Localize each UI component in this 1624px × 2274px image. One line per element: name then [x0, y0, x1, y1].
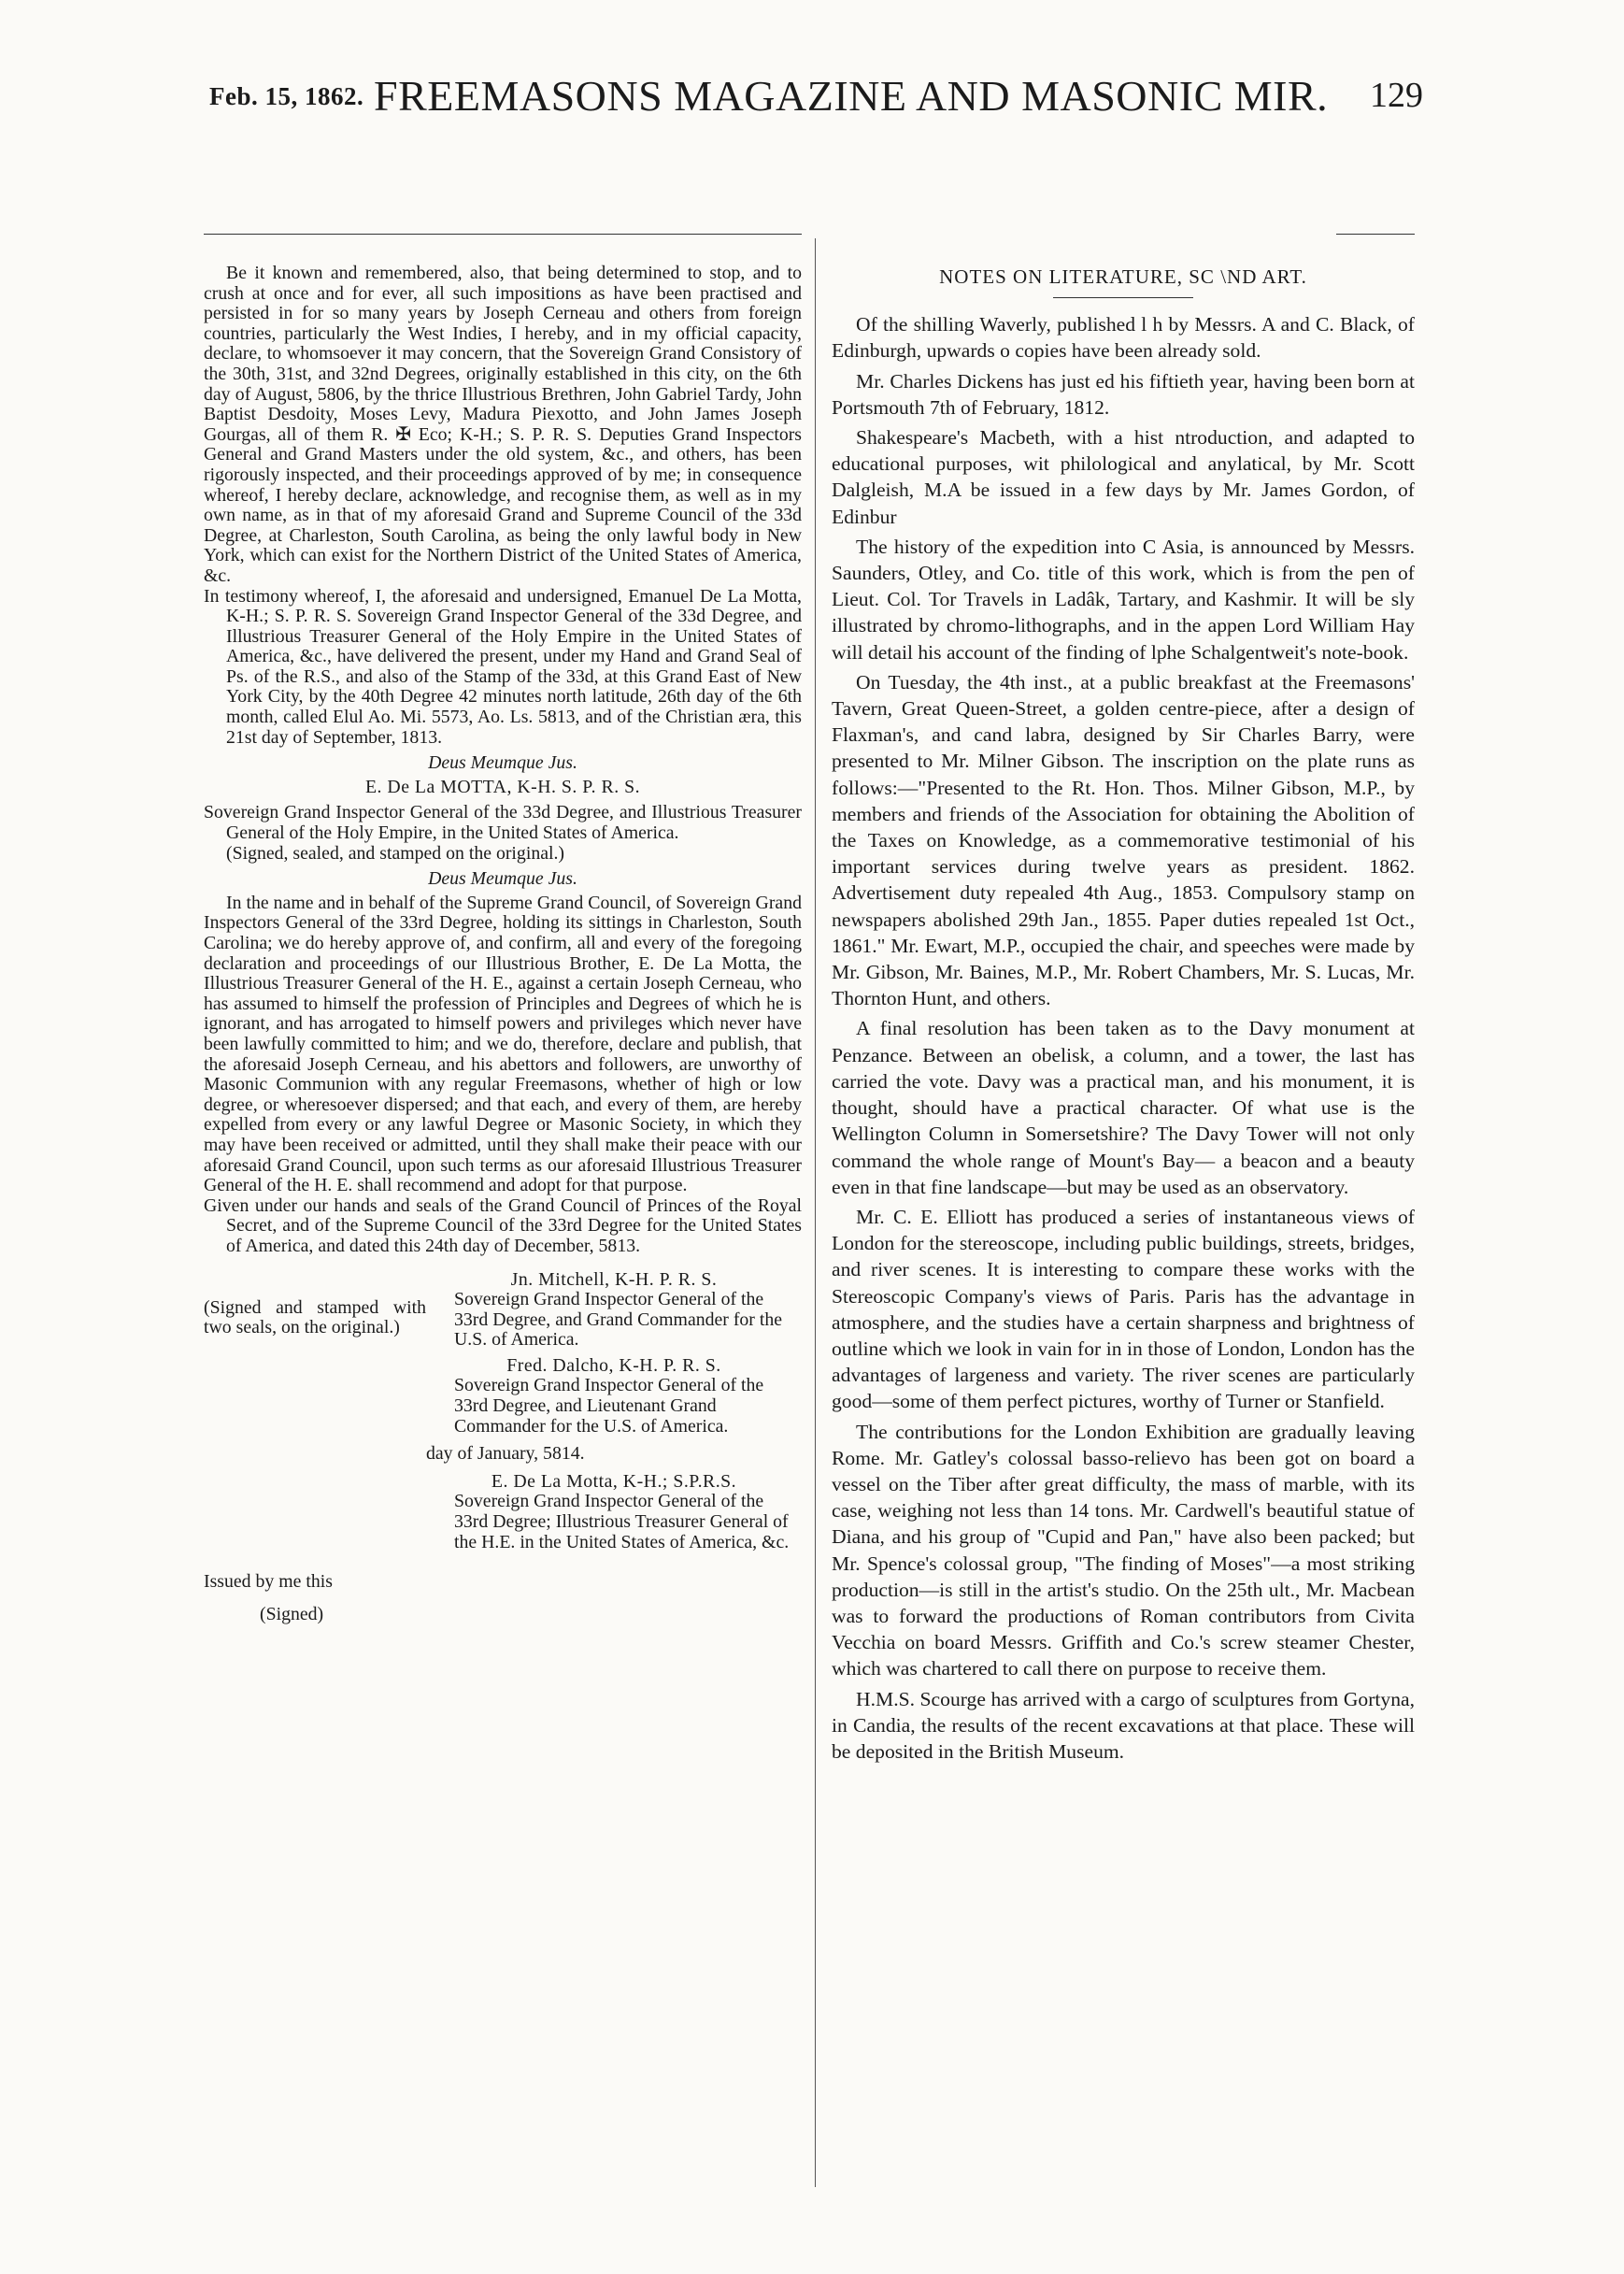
paragraph: A final resolution has been taken as to the Davy monument at Penzance. Between an obelisk, a column, and a tower, the last has carried the vote. Davy was a practical man, and his monument, it is thought, should have a practical character. Of what use is the Wellington Column in Somersetshire? The Davy Tower will not only command the whole range of Mount's Bay— a beacon and a beauty even in that fine landscape—but may be used as an observatory. — [832, 1017, 1415, 1198]
paragraph: The history of the expedition into C Asia, is announced by Messrs. Saunders, Otley, and Co. title of this work, which is from the pen of Lieut. Col. Tor Travels in Ladâk, Tartary, and Kashmir. It will be sly illustrated by chromo-lithographs, and in the appen Lord William Hay will detail his account of the finding of lphe Schalgentweit's note-book. — [832, 535, 1415, 664]
page-title: FREEMASONS MAGAZINE AND MASONIC MIR. — [374, 72, 1329, 120]
issued-note: Issued by me this — [204, 1570, 333, 1592]
signatures-right — [426, 1266, 802, 1625]
heading-rule — [1053, 297, 1193, 298]
paragraph: The contributions for the London Exhibition are gradually leaving Rome. Mr. Gatley's colossal basso-relievo has been got on board a vessel on the Tiber after great difficulty, the mass of marble, with its case, weighing not less than 14 tons. Mr. Cardwell's beautiful statue of Diana, and his group of "Cupid and Pan," have also been packed; but Mr. Spence's colossal group, "The finding of Moses"—a most striking production—is still in the artist's studio. On the 25th ult., Mr. Macbean was to forward the productions of Roman contributors from Civita Vecchia on board Messrs. Griffith and Co.'s screw steamer Chester, which was chartered to call there on purpose to receive them. — [832, 1420, 1415, 1680]
paragraph: H.M.S. Scourge has arrived with a cargo of sculptures from Gortyna, in Candia, the results of the recent excavations at that place. These will be deposited in the British Museum. — [832, 1687, 1415, 1763]
paragraph: Be it known and remembered, also, that being determined to stop, and to crush at once and for ever, all such impositions as have been practised and persisted in for so many years by Joseph Cerneau and others from foreign countries, particularly the West Indies, I hereby, and in my official capacity, declare, to whomsoever it may concern, that the Sovereign Grand Consistory of the 30th, 31st, and 32nd Degrees, originally established in this city, on the 6th day of August, 5806, by the thrice Illustrious Brethren, John Gabriel Tardy, John Baptist Desdoity, Moses Levy, Madura Piexotto, and John James Joseph Gourgas, all of them R. ✠ Eco; K-H.; S. P. R. S. Deputies Grand Inspectors General and Grand Masters under the old system, &c., and others, has been rigorously inspected, and their proceedings approved of by me; in consequence whereof, I hereby declare, acknowledge, and recognise them, as well as in my own name, as in that of my aforesaid Grand and Supreme Council of the 33d Degree, at Charleston, South Carolina, as being the only lawful body in New York, which can exist for the Northern District of the United States of America, &c. — [204, 263, 802, 586]
signature-title: Sovereign Grand Inspector General of the 33rd Degree, and Lieutenant Grand Commander for the U.S. of America. — [454, 1375, 764, 1437]
header-rule-right — [1336, 234, 1415, 235]
signed-note: (Signed and stamped with two seals, on the original.) — [204, 1296, 426, 1338]
paragraph: Of the shilling Waverly, published l h by Messrs. A and C. Black, of Edinburgh, upwards o copies have been already sold. — [832, 313, 1415, 363]
paragraph: Mr. Charles Dickens has just ed his fiftieth year, having been born at Portsmouth 7th of February, 1812. — [832, 369, 1415, 419]
signature-title: Sovereign Grand Inspector General of the 33rd Degree, and Grand Commander for the U.S. of America. — [454, 1289, 782, 1351]
right-column — [832, 264, 1415, 1768]
signature-name: Fred. Dalcho, K-H. P. R. S. — [506, 1354, 721, 1376]
left-column — [204, 264, 802, 1625]
signed-note: (Signed) — [260, 1604, 324, 1625]
signatures-block — [204, 1266, 802, 1625]
paragraph: Given under our hands and seals of the Grand Council of Princes of the Royal Secret, and of the Supreme Council of the 33rd Degree for the United States of America, and dated this 24th day of December, 5813. — [204, 1194, 802, 1256]
motto: Deus Meumque Jus. — [428, 752, 577, 774]
signature-title: Sovereign Grand Inspector General of the 33rd Degree; Illustrious Treasurer General of the H.E. in the United States of America, &c. — [454, 1491, 790, 1552]
motto: Deus Meumque Jus. — [428, 868, 577, 890]
header-date: Feb. 15, 1862. — [209, 82, 364, 110]
paragraph: In testimony whereof, I, the aforesaid and undersigned, Emanuel De La Motta, K-H.; S. P. R. S. Sovereign Grand Inspector General of the 33d Degree, and Illustrious Treasurer General of the Holy Empire in the United States of America, &c., have delivered the present, under my Hand and Grand Seal of Ps. of the R.S., and also of the Stamp of the 33d, at this Grand East of New York City, by the 40th Degree 42 minutes north latitude, 26th day of the 6th month, called Elul Ao. Mi. 5573, Ao. Ls. 5813, and of the Christian æra, this 21st day of September, 1813. — [204, 585, 802, 748]
column-divider — [815, 238, 816, 2187]
section-heading: NOTES ON LITERATURE, SC \ND ART. — [939, 265, 1307, 288]
paragraph: Shakespeare's Macbeth, with a hist ntroduction, and adapted to educational purposes, wit philological and anylatical, by Mr. Scott Dalgleish, M.A be issued in a few days by Mr. James Gordon, of Edinbur — [832, 426, 1415, 528]
signature-title: Sovereign Grand Inspector General of the 33d Degree, and Illustrious Treasurer General of the Holy Empire, in the United States of America. — [204, 802, 802, 844]
signature-name: E. De La MOTTA, K-H. S. P. R. S. — [364, 776, 641, 797]
issued-date: day of January, 5814. — [426, 1443, 585, 1465]
signatures-left — [204, 1266, 426, 1625]
header-rule-left — [204, 234, 802, 235]
signed-note: (Signed, sealed, and stamped on the original.) — [226, 842, 565, 864]
signature-name: E. De La Motta, K-H.; S.P.R.S. — [491, 1470, 737, 1492]
paragraph: On Tuesday, the 4th inst., at a public breakfast at the Freemasons' Tavern, Great Queen-Street, a golden centre-piece, after a design of Flaxman's, and cand labra, designed by Sir Charles Barry, were presented to Mr. Milner Gibson. The inscription on the plate runs as follows:—"Presented to the Rt. Hon. Thos. Milner Gibson, M.P., by members and friends of the Association for obtaining the Abolition of the Taxes on Knowledge, as a commemorative testimonial of his important services during twelve years as president. 1862. Advertisement duty repealed 4th Aug., 1853. Compulsory stamp on newspapers abolished 29th Jan., 1855. Paper duties repealed 1st Oct., 1861." Mr. Ewart, M.P., occupied the chair, and speeches were made by Mr. Gibson, Mr. Baines, M.P., Mr. Robert Chambers, Mr. S. Lucas, Mr. Thornton Hunt, and others. — [832, 670, 1415, 1010]
signature-name: Jn. Mitchell, K-H. P. R. S. — [510, 1268, 718, 1290]
paragraph: Mr. C. E. Elliott has produced a series of instantaneous views of London for the stereoscope, including public buildings, streets, bridges, and river scenes. It is interesting to compare these works with the Stereoscopic Company's views of Paris. Paris has the advantage in atmosphere, and the studies have a certain sharpness and brightness of outline which we look in vain for in in those of London, London has the advantages of largeness and variety. The river scenes are particularly good—some of them perfect pictures, worthy of Turner or Stanfield. — [832, 1205, 1415, 1413]
paragraph: In the name and in behalf of the Supreme Grand Council, of Sovereign Grand Inspectors General of the 33rd Degree, holding its sittings in Charleston, South Carolina; we do hereby approve of, and confirm, all and every of the foregoing declaration and proceedings of our Illustrious Brother, E. De La Motta, the Illustrious Treasurer General of the H. E., against a certain Joseph Cerneau, who has assumed to himself the profession of Principles and Degrees of which he is ignorant, and has arrogated to himself powers and privileges which never have been lawfully committed to him; and we do, therefore, declare and publish, that the aforesaid Joseph Cerneau, and his abettors and followers, are unworthy of Masonic Communion with any regular Freemasons, whether of high or low degree, or wheresoever dispersed; and that each, and every of them, are hereby expelled from every or any lawful Degree or Masonic Society, in which they may have been received or admitted, until they shall make their peace with our aforesaid Grand Council, upon such terms as our aforesaid Illustrious Treasurer General of the H. E. shall recommend and adopt for that purpose. — [204, 892, 802, 1196]
page-number: 129 — [1370, 76, 1423, 115]
